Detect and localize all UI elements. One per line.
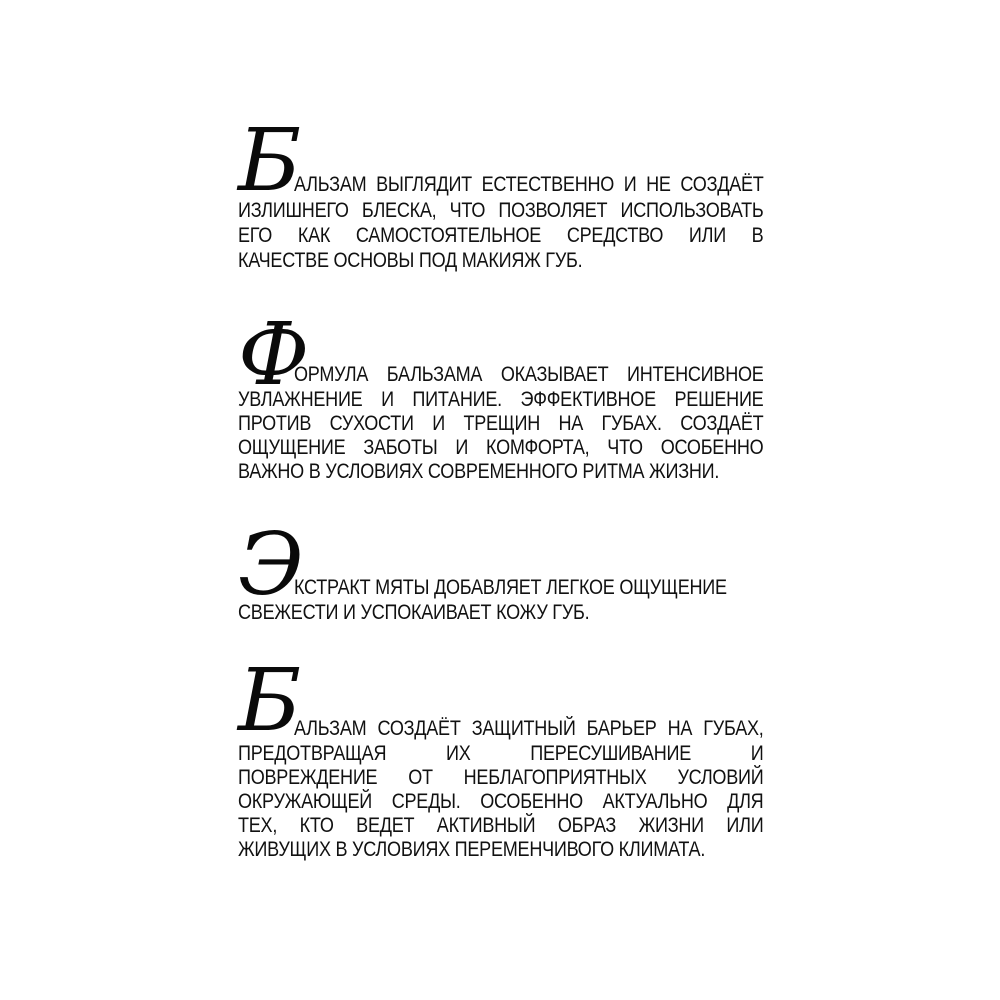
paragraph-3-line-1: КСТРАКТ МЯТЫ ДОБАВЛЯЕТ ЛЕГКОЕ ОЩУЩЕНИЕ bbox=[294, 576, 727, 599]
paragraph-1-line-3: ЕГО КАК САМОСТОЯТЕЛЬНОЕ СРЕДСТВО ИЛИ В bbox=[238, 224, 764, 247]
paragraph-2-line-4: ОЩУЩЕНИЕ ЗАБОТЫ И КОМФОРТА, ЧТО ОСОБЕННО bbox=[238, 436, 764, 459]
paragraph-4-line-4: ОКРУЖАЮЩЕЙ СРЕДЫ. ОСОБЕННО АКТУАЛЬНО ДЛЯ bbox=[238, 790, 764, 813]
paragraph-2-line-5: ВАЖНО В УСЛОВИЯХ СОВРЕМЕННОГО РИТМА ЖИЗНИ. bbox=[238, 460, 720, 483]
paragraph-1-line-2: ИЗЛИШНЕГО БЛЕСКА, ЧТО ПОЗВОЛЯЕТ ИСПОЛЬЗОВАТЬ bbox=[238, 199, 764, 222]
dropcap-3: Э bbox=[238, 515, 304, 615]
paragraph-2-line-2: УВЛАЖНЕНИЕ И ПИТАНИЕ. ЭФФЕКТИВНОЕ РЕШЕНИЕ bbox=[238, 388, 764, 411]
paragraph-4-line-3: ПОВРЕЖДЕНИЕ ОТ НЕБЛАГОПРИЯТНЫХ УСЛОВИЙ bbox=[238, 766, 764, 789]
dropcap-2: Ф bbox=[238, 305, 310, 405]
paragraph-4-line-5: ТЕХ, КТО ВЕДЕТ АКТИВНЫЙ ОБРАЗ ЖИЗНИ ИЛИ bbox=[238, 814, 764, 837]
paragraph-4-line-1: АЛЬЗАМ СОЗДАЁТ ЗАЩИТНЫЙ БАРЬЕР НА ГУБАХ, bbox=[294, 717, 764, 740]
paragraph-2-line-1: ОРМУЛА БАЛЬЗАМА ОКАЗЫВАЕТ ИНТЕНСИВНОЕ bbox=[294, 363, 764, 386]
paragraph-2-line-3: ПРОТИВ СУХОСТИ И ТРЕЩИН НА ГУБАХ. СОЗДАЁТ bbox=[238, 412, 764, 435]
paragraph-1-line-4: КАЧЕСТВЕ ОСНОВЫ ПОД МАКИЯЖ ГУБ. bbox=[238, 249, 583, 272]
dropcap-4: Б bbox=[238, 651, 302, 751]
paragraph-1-line-1: АЛЬЗАМ ВЫГЛЯДИТ ЕСТЕСТВЕННО И НЕ СОЗДАЁТ bbox=[294, 173, 764, 196]
paragraph-4-line-2: ПРЕДОТВРАЩАЯ ИХ ПЕРЕСУШИВАНИЕ И bbox=[238, 742, 764, 765]
paragraph-3-line-2: СВЕЖЕСТИ И УСПОКАИВАЕТ КОЖУ ГУБ. bbox=[238, 601, 590, 624]
dropcap-1: Б bbox=[238, 111, 302, 211]
paragraph-4-line-6: ЖИВУЩИХ В УСЛОВИЯХ ПЕРЕМЕНЧИВОГО КЛИМАТА. bbox=[238, 838, 706, 861]
